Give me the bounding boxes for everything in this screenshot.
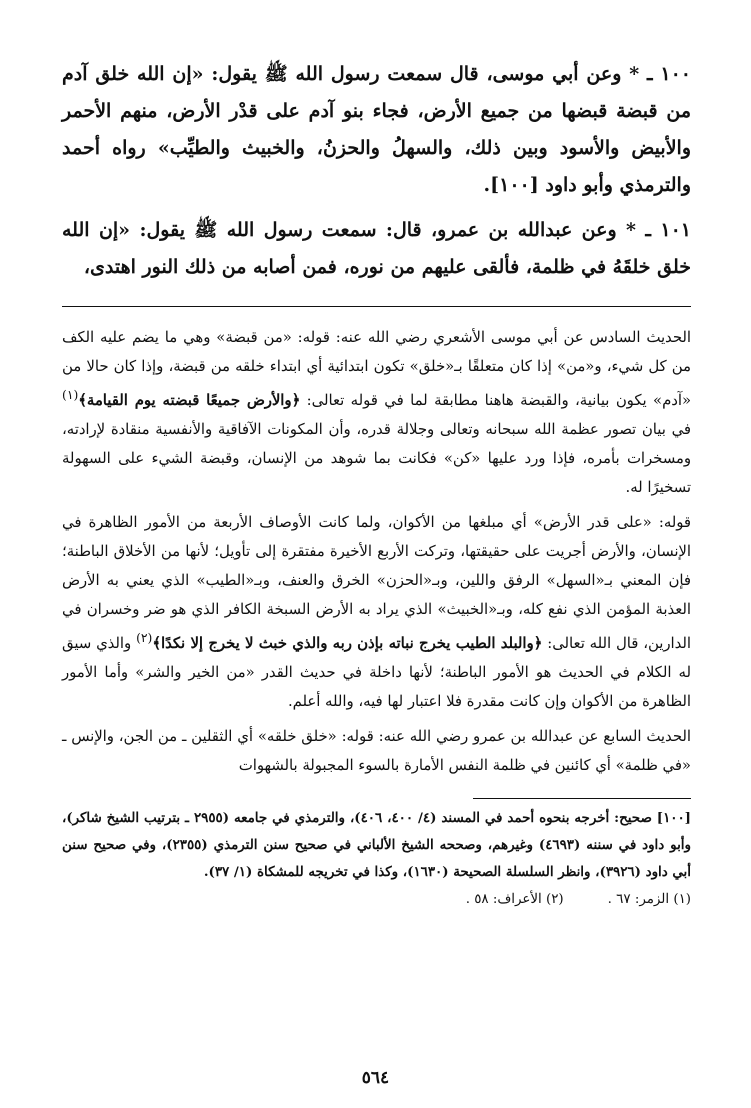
commentary-paragraph-1 [62,323,691,502]
commentary-text: والذي سيق له الكلام في الحديث هو الأمور الباطنة؛ لأنها داخلة في حديث القدر «من الخير والشر» وأما الأمور الظاهرة من الأكوان وإن كانت مقدرة فلا اعتبار لها فيه، والله أعلم. [62,634,691,710]
hadith-101: ١٠١ ـ * وعن عبدالله بن عمرو، قال: سمعت رسول الله ﷺ يقول: «إن الله خلق خلقَهُ في ظلمة، فألقى عليهم من نوره، فمن أصابه من ذلك النور اهتدى، [62,219,691,278]
takhrij-note: [١٠٠] صحيح: أخرجه بنحوه أحمد في المسند (٤/ ٤٠٠، ٤٠٦)، والترمذي في جامعه (٢٩٥٥ ـ بترتيب الشيخ شاكر)، وأبو داود في سننه (٤٦٩٣) وغيرهم، وصححه الشيخ الألباني في صحيح سنن الترمذي (٢٣٥٥)، وفي صحيح سنن أبي داود (٣٩٢٦)، وانظر السلسلة الصحيحة (١٦٣٠)، وكذا في تخريجه للمشكاة (١/ ٣٧). [62,809,692,880]
footnote-ref: (١) [62,388,79,402]
main-divider [62,306,691,307]
footnote-1: (١) الزمر: ٦٧ . [607,891,691,907]
commentary-text: في بيان تصور عظمة الله سبحانه وتعالى وجلالة قدره، وأن المكونات الآفاقية والأنفسية منقادة لإرادته، ومسخرات بأمره، فإذا ورد عليها «كن» فكانت بما شوهد من الإنسان، وقبضة الشيء على السهولة تسخيرًا له. [62,420,691,496]
commentary-text: الحديث السادس عن أبي موسى الأشعري رضي الله عنه: قوله: «من قبضة» وهي ما يضم عليه الكف من كل شيء، و«من» إذا كان متعلقًا بـ«خلق» تكون ابتدائية أي ابتداء خلقه من قبضة، وإذا كان حالا من «آدم» يكون بيانية، والقبضة هاهنا مطابقة لما في قوله تعالى: [62,329,692,409]
main-text [62,56,691,286]
quran-references [62,886,691,913]
footnote-2: (٢) الأعراف: ٥٨ . [465,891,564,907]
quran-quote: ﴿والبلد الطيب يخرج نباته بإذن ربه والذي خبث لا يخرج إلا نكدًا﴾ [152,634,543,652]
quran-quote: ﴿والأرض جميعًا قبضته يوم القيامة﴾ [78,391,301,409]
footnote-divider [473,798,691,799]
footnotes [62,805,691,913]
commentary-text: قوله: «على قدر الأرض» أي مبلغها من الأكوان، ولما كانت الأوصاف الأربعة من الأمور الظاهرة في الإنسان، والأرض أجريت على حقيقتها، وتركت الأربع الأخيرة مفتقرة إلى تأويل؛ لأنها من الأخلاق الباطنة؛ فإن المعني بـ«السهل» الرفق واللين، وبـ«الحزن» الخرق والعنف، وبـ«الطيب» الذي يعني به الأرض العذبة المؤمن الذي نفع كله، وبـ«الخبيث» الذي يراد به الأرض السبخة الكافر الذي هو ضر وخسران في الدارين، قال الله تعالى: [62,513,691,652]
commentary-paragraph-3: الحديث السابع عن عبدالله بن عمرو رضي الله عنه: قوله: «خلق خلقه» أي الثقلين ـ من الجن، والإنس ـ «في ظلمة» أي كائنين في ظلمة النفس الأمارة بالسوء المجبولة بالشهوات [62,727,691,774]
hadith-100: ١٠٠ ـ * وعن أبي موسى، قال سمعت رسول الله ﷺ يقول: «إن الله خلق آدم من قبضة قبضها من جميع الأرض، فجاء بنو آدم على قدْر الأرض، منهم الأحمر والأبيض والأسود وبين ذلك، والسهلُ والحزنُ، والخبيث والطيِّب» رواه أحمد والترمذي وأبو داود [١٠٠]. [62,63,691,196]
page-number: ٥٦٤ [361,1068,390,1088]
footnote-ref: (٢) [136,630,153,645]
commentary [62,323,691,780]
commentary-paragraph-2 [62,508,691,716]
